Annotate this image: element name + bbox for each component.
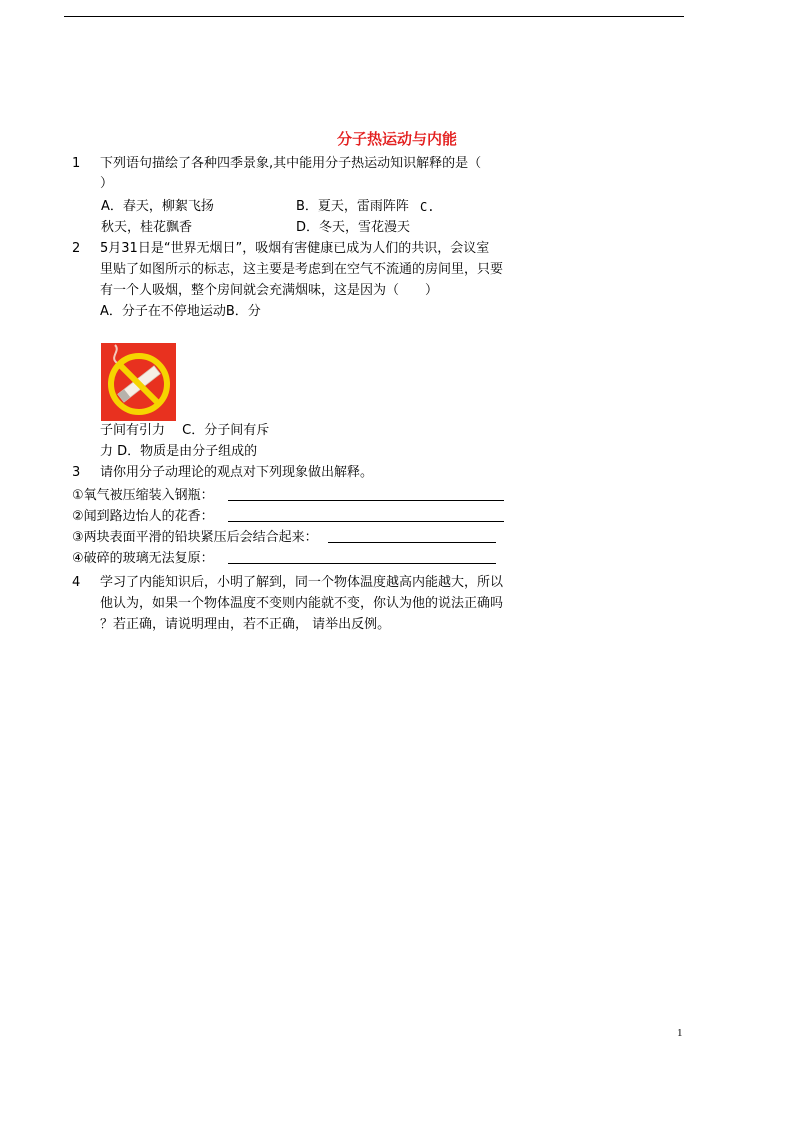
q2-line5: 子间有引力 C．分子间有斥 [100, 423, 270, 438]
q1-number: 1 [72, 156, 81, 171]
q1-option-b: B．夏天，雷雨阵阵 [296, 199, 409, 214]
q1-option-c: 秋天，桂花飘香 [101, 220, 193, 235]
q1-option-c-label: C. [420, 200, 435, 214]
page-title: 分子热运动与内能 [336, 130, 457, 148]
q2-line4: A．分子在不停地运动B．分 [100, 304, 261, 319]
q2-line6: 力 D．物质是由分子组成的 [100, 444, 258, 459]
q2-line3: 有一个人吸烟，整个房间就会充满烟味，这是因为（ ） [100, 283, 439, 298]
q4-line2: 他认为，如果一个物体温度不变则内能就不变，你认为他的说法正确吗 [100, 596, 504, 611]
q4-line3: ？若正确，请说明理由，若不正确， 请举出反例。 [100, 617, 391, 632]
q3-item-1: ①氧气被压缩装入钢瓶： [72, 488, 214, 503]
q3-answer-line-4 [228, 563, 496, 564]
q2-line2: 里贴了如图所示的标志，这主要是考虑到在空气不流通的房间里，只要 [100, 262, 504, 277]
q3-item-4: ④破碎的玻璃无法复原： [72, 551, 214, 566]
q3-item-3: ③两块表面平滑的铅块紧压后会结合起来： [72, 530, 318, 545]
no-smoking-sign-icon [101, 343, 176, 421]
header-rule [64, 16, 684, 17]
page-number: 1 [677, 1027, 683, 1039]
q3-answer-line-3 [328, 542, 496, 543]
q1-stem-close: ） [100, 176, 114, 191]
q2-line1: 5月31日是“世界无烟日”，吸烟有害健康已成为人们的共识，会议室 [100, 241, 490, 256]
q3-stem: 请你用分子动理论的观点对下列现象做出解释。 [100, 465, 374, 480]
q2-number: 2 [72, 241, 81, 256]
q3-number: 3 [72, 465, 81, 480]
q1-option-d: D．冬天，雪花漫天 [296, 220, 411, 235]
q3-item-2: ②闻到路边怡人的花香： [72, 509, 214, 524]
q4-number: 4 [72, 575, 81, 590]
q1-option-a: A．春天，柳絮飞扬 [101, 199, 214, 214]
q4-line1: 学习了内能知识后，小明了解到，同一个物体温度越高内能越大，所以 [100, 575, 504, 590]
q3-answer-line-1 [228, 500, 504, 501]
q1-stem: 下列语句描绘了各种四季景象,其中能用分子热运动知识解释的是（ [100, 156, 482, 171]
q3-answer-line-2 [228, 521, 504, 522]
